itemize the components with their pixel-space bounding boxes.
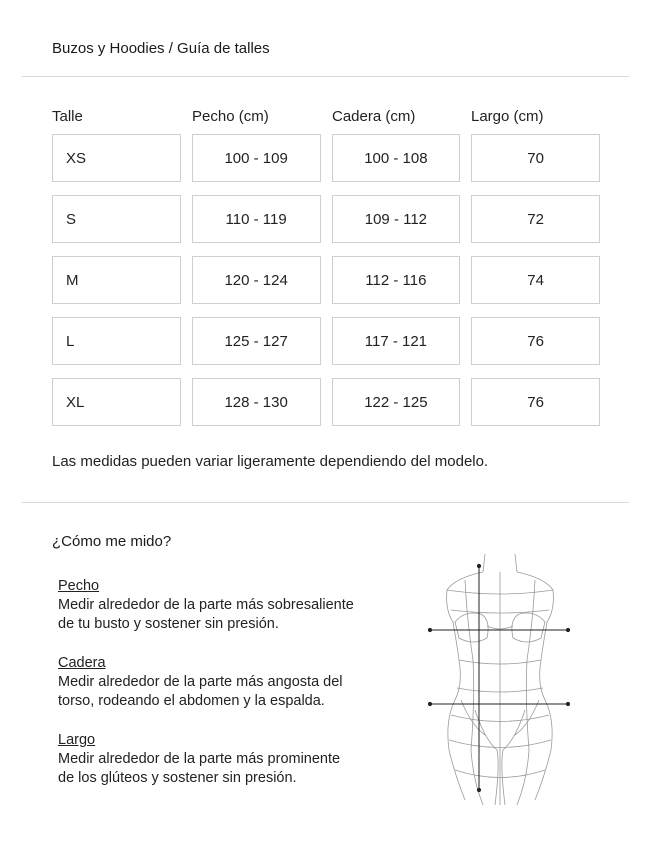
instruction-heading: Pecho — [58, 578, 100, 594]
length-cell: 74 — [471, 256, 600, 304]
instruction-hip — [58, 654, 398, 711]
hip-cell: 100 - 108 — [332, 134, 461, 182]
size-cell: XS — [52, 134, 181, 182]
size-cell: L — [52, 317, 181, 365]
size-table — [52, 108, 600, 426]
chest-cell: 128 - 130 — [192, 378, 321, 426]
length-cell: 72 — [471, 195, 600, 243]
how-to-measure-title: ¿Cómo me mido? — [52, 533, 172, 550]
instruction-text: Medir alrededor de la parte más prominente — [58, 751, 341, 767]
instruction-heading: Largo — [58, 732, 96, 748]
hip-cell: 109 - 112 — [332, 195, 461, 243]
table-row — [52, 195, 600, 243]
top-divider — [22, 76, 629, 77]
size-note: Las medidas pueden variar ligeramente dependiendo del modelo. — [52, 453, 489, 470]
instruction-text: Medir alrededor de la parte más angosta del — [58, 674, 343, 690]
instruction-text: Medir alrededor de la parte más sobresaliente — [58, 597, 354, 613]
instruction-text: torso, rodeando el abdomen y la espalda. — [58, 693, 325, 709]
column-header-talle: Talle — [52, 108, 83, 125]
hip-cell: 117 - 121 — [332, 317, 461, 365]
column-header-cadera: Cadera (cm) — [332, 108, 416, 125]
size-table-header — [52, 108, 600, 134]
chest-cell: 125 - 127 — [192, 317, 321, 365]
column-header-largo: Largo (cm) — [471, 108, 544, 125]
table-row — [52, 378, 600, 426]
page-title: Buzos y Hoodies / Guía de talles — [52, 40, 270, 57]
dress-form-outline — [447, 554, 554, 805]
table-row — [52, 134, 600, 182]
chest-guide-dot — [566, 628, 569, 631]
size-cell: M — [52, 256, 181, 304]
chest-cell: 120 - 124 — [192, 256, 321, 304]
table-row — [52, 317, 600, 365]
chest-cell: 110 - 119 — [192, 195, 321, 243]
chest-guide-dot — [428, 628, 431, 631]
hip-cell: 122 - 125 — [332, 378, 461, 426]
size-cell: S — [52, 195, 181, 243]
hip-cell: 112 - 116 — [332, 256, 461, 304]
instruction-chest — [58, 577, 398, 634]
instruction-length — [58, 731, 398, 788]
length-cell: 70 — [471, 134, 600, 182]
instruction-text: de los glúteos y sostener sin presión. — [58, 770, 297, 786]
length-guide-dot — [477, 788, 480, 791]
hip-guide-dot — [566, 702, 569, 705]
instruction-heading: Cadera — [58, 655, 106, 671]
length-cell: 76 — [471, 378, 600, 426]
measurement-guides — [428, 564, 569, 791]
section-divider — [22, 502, 629, 503]
column-header-pecho: Pecho (cm) — [192, 108, 269, 125]
length-guide-dot — [477, 564, 480, 567]
hip-guide-dot — [428, 702, 431, 705]
length-cell: 76 — [471, 317, 600, 365]
size-cell: XL — [52, 378, 181, 426]
dress-form-measurement-diagram — [425, 550, 575, 812]
instruction-text: de tu busto y sostener sin presión. — [58, 616, 279, 632]
chest-cell: 100 - 109 — [192, 134, 321, 182]
table-row — [52, 256, 600, 304]
